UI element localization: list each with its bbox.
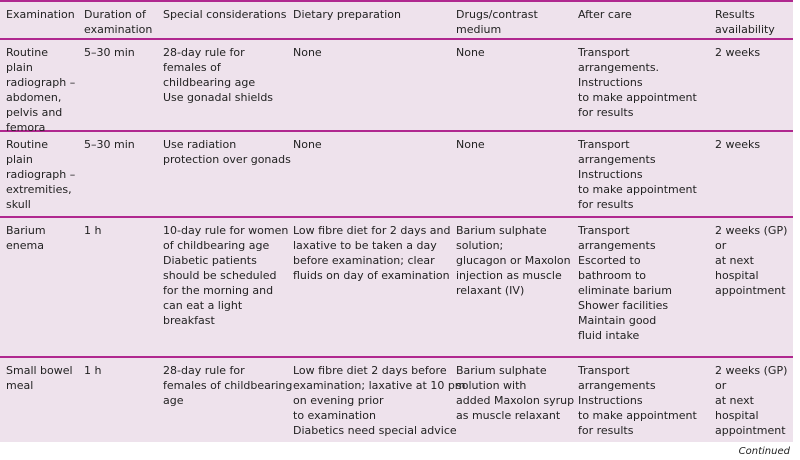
cell-dietary: None	[293, 46, 322, 59]
header-after-care: After care	[578, 8, 632, 21]
cell-duration: 1 h	[84, 224, 102, 237]
cell-results: 2 weeks (GP) or at next hospital appointment	[715, 364, 788, 437]
header-special-considerations: Special considerations	[163, 8, 287, 21]
cell-special: Use radiation protection over gonads	[163, 138, 291, 166]
header-examination: Examination	[6, 8, 75, 21]
continued-label: Continued	[738, 446, 790, 457]
header-duration: Duration of examination	[84, 8, 153, 36]
cell-drugs: None	[456, 138, 485, 151]
cell-special: 10-day rule for women of childbearing age Diabetic patients should be scheduled for the morning and can eat a light breakfast	[163, 224, 289, 327]
cell-dietary: Low fibre diet 2 days before examination; laxative at 10 pm on evening prior to examination Diabetics need special advice	[293, 364, 466, 437]
cell-drugs: Barium sulphate solution; glucagon or Maxolon injection as muscle relaxant (IV)	[456, 224, 571, 297]
cell-drugs: None	[456, 46, 485, 59]
cell-dietary: None	[293, 138, 322, 151]
cell-duration: 1 h	[84, 364, 102, 377]
cell-dietary: Low fibre diet for 2 days and laxative to be taken a day before examination; clear fluids on day of examination	[293, 224, 451, 282]
cell-after-care: Transport arrangements Escorted to bathroom to eliminate barium Shower facilities Maintain good fluid intake	[578, 224, 672, 342]
cell-special: 28-day rule for females of childbearing age Use gonadal shields	[163, 46, 274, 104]
cell-results: 2 weeks	[715, 138, 761, 151]
cell-results: 2 weeks	[715, 46, 761, 59]
cell-examination: Small bowel meal	[6, 364, 73, 392]
cell-after-care: Transport arrangements. Instructions to make appointment for results	[578, 46, 697, 119]
cell-after-care: Transport arrangements Instructions to make appointment for results	[578, 364, 697, 437]
cell-drugs: Barium sulphate solution with added Maxolon syrup as muscle relaxant	[456, 364, 575, 422]
table-row	[0, 218, 793, 358]
cell-examination: Routine plain radiograph – extremities, skull	[6, 138, 76, 211]
cell-duration: 5–30 min	[84, 46, 135, 59]
cell-duration: 5–30 min	[84, 138, 135, 151]
table-header-row	[0, 2, 793, 40]
header-dietary-preparation: Dietary preparation	[293, 8, 401, 21]
table-row	[0, 358, 793, 438]
table-row	[0, 40, 793, 132]
cell-examination: Barium enema	[6, 224, 46, 252]
cell-after-care: Transport arrangements Instructions to make appointment for results	[578, 138, 697, 211]
header-drugs-contrast: Drugs/contrast medium	[456, 8, 538, 36]
cell-special: 28-day rule for females of childbearing age	[163, 364, 293, 407]
header-results-availability: Results availability	[715, 8, 775, 36]
table-row	[0, 132, 793, 218]
cell-results: 2 weeks (GP) or at next hospital appointment	[715, 224, 788, 297]
cell-examination: Routine plain radiograph – abdomen, pelvis and femora	[6, 46, 76, 134]
